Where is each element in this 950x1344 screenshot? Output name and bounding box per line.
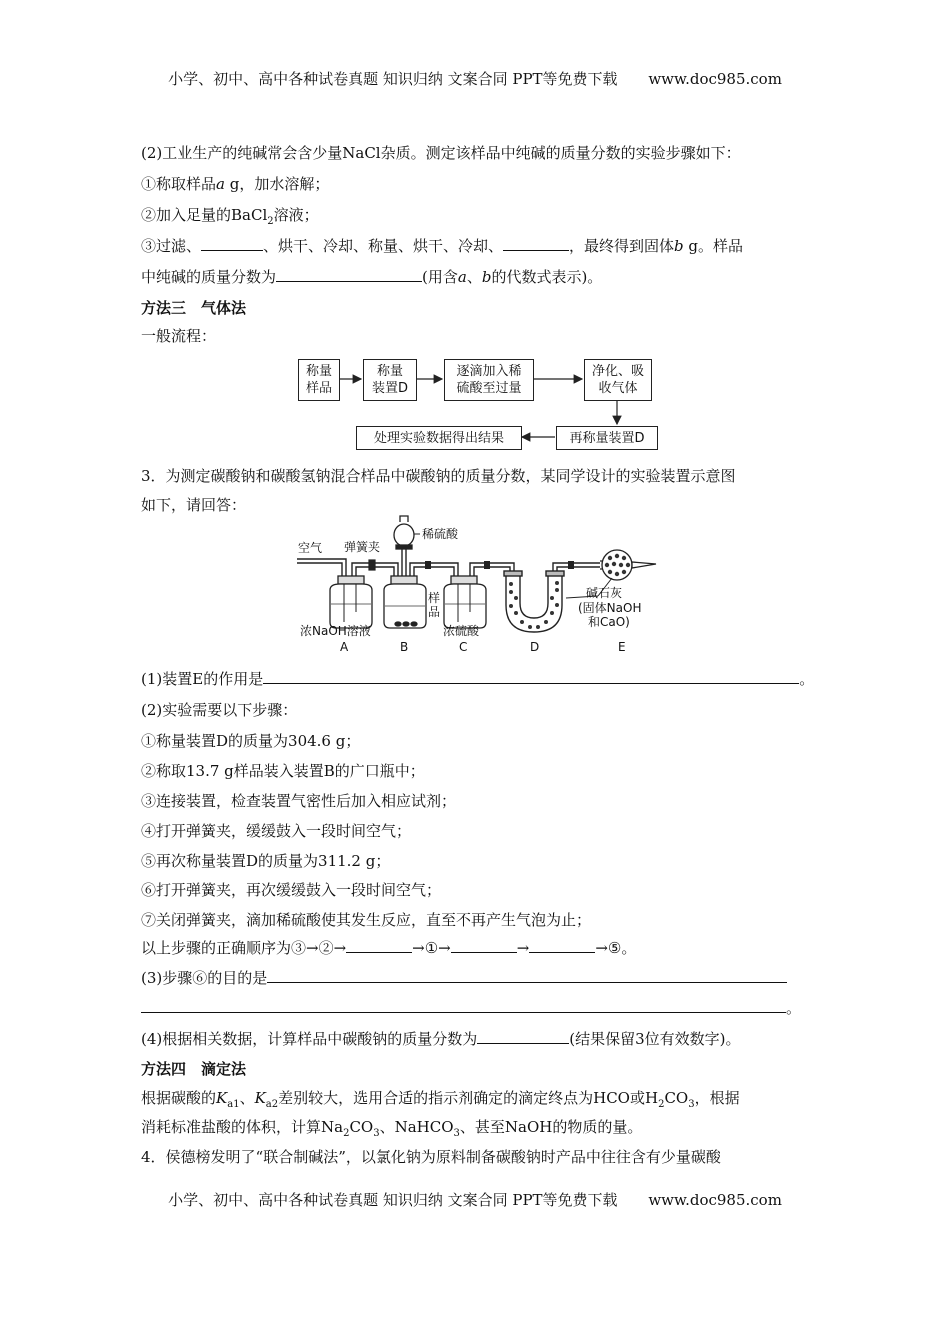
text: 。	[799, 670, 815, 688]
text: (3)步骤⑥的目的是	[141, 969, 268, 987]
blank-order-1[interactable]	[346, 938, 412, 953]
flow-text: 称量	[376, 364, 403, 379]
text: 以上步骤的正确顺序为③→②→	[141, 939, 347, 957]
u-tube-d	[504, 571, 564, 632]
label-acid: 稀硫酸	[422, 527, 459, 541]
blank-step6-purpose-2[interactable]	[141, 998, 786, 1013]
text: (用含	[422, 268, 458, 286]
method4-line1	[141, 1088, 740, 1115]
flow-text: 装置D	[371, 381, 408, 396]
bottle-b	[384, 576, 426, 628]
label-c: C	[459, 640, 468, 654]
text: 溶液；	[273, 206, 319, 224]
q3-step3: ③连接装置，检查装置气密性后加入相应试剂；	[141, 792, 457, 810]
text: →⑤。	[595, 939, 637, 957]
text: 消耗标准盐酸的体积，计算Na	[141, 1118, 344, 1136]
label-naoh: 浓NaOH溶液	[300, 624, 371, 638]
label-soda-lime: 碱石灰	[586, 586, 623, 600]
text: 、烘干、冷却、称量、烘干、冷却、	[263, 237, 504, 255]
label-b: B	[400, 640, 409, 654]
text: 。	[786, 999, 802, 1017]
text: CO	[349, 1118, 374, 1136]
q3-step6: ⑥打开弹簧夹，再次缓缓鼓入一段时间空气；	[141, 881, 442, 899]
label-air: 空气	[298, 541, 323, 555]
flow-text: 称量	[305, 364, 332, 379]
flow-text: 收气体	[598, 381, 638, 396]
var-b: b	[481, 268, 492, 286]
q3-part4	[141, 1029, 741, 1049]
text: →	[516, 939, 530, 957]
text: 中纯碱的质量分数为	[141, 268, 277, 286]
q3-step7: ⑦关闭弹簧夹，滴加稀硫酸使其发生反应，直至不再产生气泡为止；	[141, 911, 592, 929]
subscript: 3	[373, 1128, 380, 1139]
bottle-a	[330, 576, 372, 628]
subscript: 3	[453, 1128, 460, 1139]
label-d: D	[530, 640, 540, 654]
text: ②加入足量的BaCl	[141, 206, 268, 224]
text: 差别较大，选用合适的指示剂确定的滴定终点为HCO或H	[278, 1089, 659, 1107]
text: g，加水溶解；	[224, 175, 330, 193]
flow-text: 样品	[305, 381, 332, 396]
flow-intro: 一般流程：	[141, 327, 217, 345]
text: →①→	[412, 939, 451, 957]
q3-order	[141, 938, 636, 958]
text: ③过滤、	[141, 237, 202, 255]
label-soda-lime-2: (固体NaOH	[578, 601, 642, 615]
var-b: b	[674, 237, 684, 255]
ka-symbol: K	[216, 1089, 228, 1107]
text: ，最终得到固体	[569, 237, 675, 255]
q3-step1: ①称量装置D的质量为304.6 g；	[141, 732, 361, 750]
flow-text: 再称量装置D	[569, 430, 645, 446]
text: 、	[239, 1089, 255, 1107]
subscript: a1	[227, 1099, 240, 1110]
blank-e-role[interactable]	[263, 669, 799, 684]
page-footer	[0, 1189, 950, 1210]
text: (4)根据相关数据，计算样品中碳酸钠的质量分数为	[141, 1030, 478, 1048]
header-text: 小学、初中、高中各种试卷真题 知识归纳 文案合同 PPT等免费下载	[168, 70, 618, 88]
q3-step4: ④打开弹簧夹，缓缓鼓入一段时间空气；	[141, 822, 412, 840]
method3-title: 方法三 气体法	[141, 299, 247, 317]
text: CO	[664, 1089, 689, 1107]
subscript: 2	[343, 1128, 350, 1139]
clamp-icon	[369, 560, 375, 570]
subscript: 3	[688, 1099, 695, 1110]
text: 根据碳酸的	[141, 1089, 217, 1107]
subscript: a2	[265, 1099, 279, 1110]
flow-text: 硫酸至过量	[456, 381, 522, 396]
q3-part2: (2)实验需要以下步骤：	[141, 701, 298, 719]
blank-order-3[interactable]	[529, 938, 595, 953]
flow-text: 逐滴加入稀	[456, 364, 522, 379]
blank-order-2[interactable]	[451, 938, 517, 953]
text: 、	[466, 268, 482, 286]
text: (1)装置E的作用是	[141, 670, 264, 688]
text: 的代数式表示)。	[491, 268, 603, 286]
flow-text: 净化、吸	[591, 364, 644, 379]
label-sample-1: 样	[428, 591, 441, 605]
footer-url[interactable]: www.doc985.com	[648, 1191, 782, 1209]
q3-line1: 3．为测定碳酸钠和碳酸氢钠混合样品中碳酸钠的质量分数，某同学设计的实验装置示意图	[141, 467, 736, 485]
flow-text: 处理实验数据得出结果	[373, 430, 504, 446]
label-a: A	[340, 640, 349, 654]
label-sample-2: 品	[428, 605, 441, 619]
method4-title: 方法四 滴定法	[141, 1060, 247, 1078]
q3-step5: ⑤再次称量装置D的质量为311.2 g；	[141, 852, 391, 870]
bottle-c	[444, 576, 486, 628]
q3-step2: ②称取13.7 g样品装入装置B的广口瓶中；	[141, 762, 425, 780]
q3-part3-cont	[141, 998, 801, 1018]
footer-text: 小学、初中、高中各种试卷真题 知识归纳 文案合同 PPT等免费下载	[168, 1191, 618, 1209]
subscript: 2	[658, 1099, 665, 1110]
var-a: a	[216, 175, 225, 193]
header-url[interactable]: www.doc985.com	[648, 70, 782, 88]
text: ①称取样品	[141, 175, 217, 193]
blank-mass-fraction[interactable]	[477, 1029, 569, 1044]
var-a: a	[457, 268, 467, 286]
method4-line2	[141, 1117, 642, 1144]
q3-line2: 如下，请回答：	[141, 496, 247, 514]
blank-step6-purpose[interactable]	[267, 968, 787, 983]
label-h2so4: 浓硫酸	[443, 624, 480, 638]
subscript: 2	[267, 216, 274, 227]
text: 、NaHCO	[379, 1118, 454, 1136]
q3-part3	[141, 968, 787, 988]
text: (结果保留3位有效数字)。	[569, 1030, 741, 1048]
label-soda-lime-3: 和CaO)	[588, 615, 630, 629]
ka-symbol: K	[254, 1089, 266, 1107]
label-e: E	[618, 640, 626, 654]
text: 、甚至NaOH的物质的量。	[459, 1118, 643, 1136]
q3-part1	[141, 669, 814, 689]
q4-line1: 4．侯德榜发明了“联合制碱法”，以氯化钠为原料制备碳酸钠时产品中往往含有少量碳酸	[141, 1148, 721, 1166]
text: g。样品	[683, 237, 744, 255]
part2-intro: (2)工业生产的纯碱常会含少量NaCl杂质。测定该样品中纯碱的质量分数的实验步骤如下：	[141, 144, 741, 162]
label-clamp: 弹簧夹	[344, 540, 381, 554]
apparatus-figure	[0, 0, 950, 660]
funnel-icon	[394, 516, 414, 549]
text: ，根据	[694, 1089, 740, 1107]
